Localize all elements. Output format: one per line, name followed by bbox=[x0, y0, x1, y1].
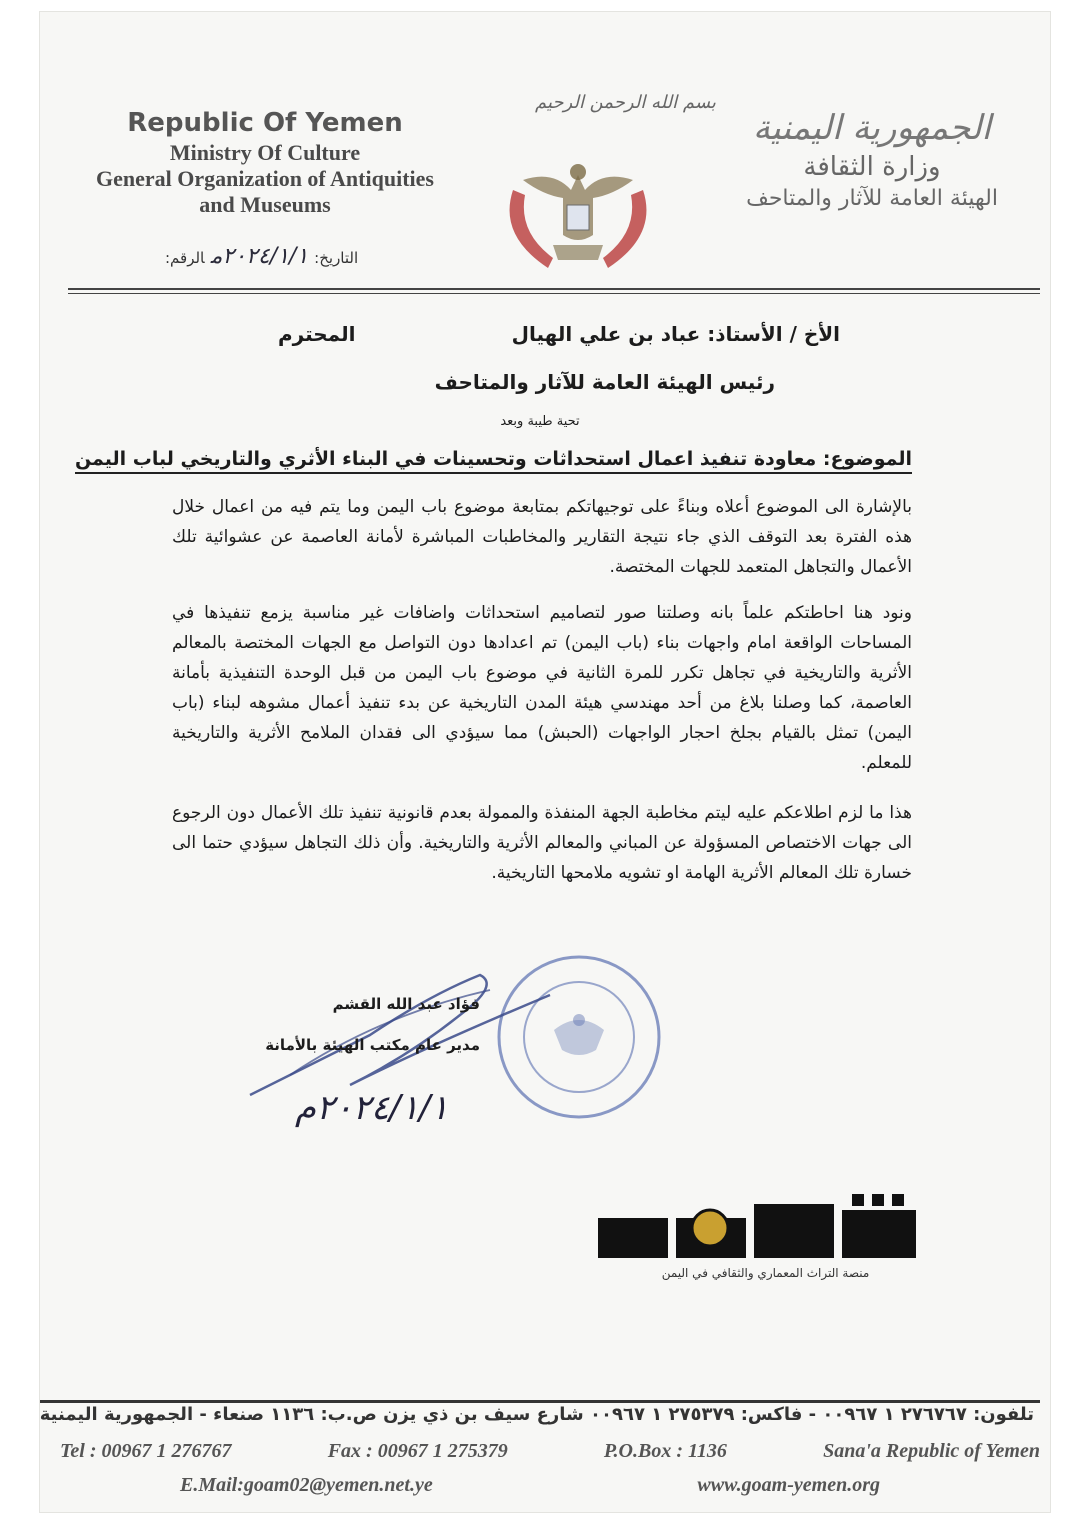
footer-fax: Fax : 00967 1 275379 bbox=[327, 1440, 508, 1462]
ministry-name-en: Ministry Of Culture bbox=[169, 140, 361, 165]
subject-line: الموضوع: معاودة تنفيذ اعمال استحداثات وتحسينات في البناء الأثري والتاريخي لباب اليمن bbox=[75, 448, 912, 474]
signature-date: ٢٠٢٤/١/١م bbox=[295, 1088, 449, 1128]
signatory-title: مدير عام مكتب الهيئة بالأمانة bbox=[265, 1036, 480, 1054]
handwritten-date: ٢٠٢٤/١/١م bbox=[210, 244, 309, 269]
footer-tel: Tel : 00967 1 276767 bbox=[60, 1440, 232, 1462]
ministry-name-ar: وزارة الثقافة bbox=[803, 152, 941, 182]
footer-english-line2 bbox=[180, 1474, 880, 1497]
letterhead-arabic bbox=[722, 108, 1022, 211]
honorific: المحترم bbox=[278, 322, 356, 346]
letterhead-english bbox=[60, 108, 470, 218]
yemen-eagle-emblem-icon bbox=[493, 150, 663, 280]
body-paragraph-2: ونود هنا احاطتكم علماً بانه وصلتنا صور لتصاميم استحداثات واضافات غير مناسبة يزمع تنفيذها في المساحات الواقعة امام واجهات بناء (باب اليمن) تم اعدادها دون التواصل مع الجهات المختصة بالمعالم الأثرية والتاريخية في تجاهل تكرر للمرة الثانية في موضوع باب اليمن من قبل الوحدة التنفيذية بأمانة العاصمة، كما وصلنا بلاغ من أحد مهندسي هيئة المدن التاريخية عن بدء تنفيذ أعمال مشوهه لبناء (باب اليمن) تمثل بالقيام بجلخ احجار الواجهات (الحبش) مما سيؤدي الى فقدان الملامح الأثرية والتاريخية للمعلم. bbox=[172, 603, 912, 773]
organization-name-en-cont: and Museums bbox=[199, 192, 331, 217]
number-label: الرقم: bbox=[165, 249, 205, 267]
footer-website: www.goam-yemen.org bbox=[697, 1474, 880, 1496]
date-number-field bbox=[165, 244, 358, 269]
body-paragraph-1: بالإشارة الى الموضوع أعلاه وبناءً على توجيهاتكم بمتابعة موضوع باب اليمن وما يتم فيه من اعمال خلال هذه الفترة بعد التوقف الذي جاء نتيجة التقارير والمخاطبات المباشرة لأمانة العاصمة عن عشوائية تلك الأعمال والتجاهل المتعمد للجهات المختصة. bbox=[172, 497, 912, 577]
greeting: تحية طيبة وبعد bbox=[500, 414, 580, 429]
header-divider-thin bbox=[68, 293, 1040, 294]
logo-tagline: منصة التراث المعماري والثقافي في اليمن bbox=[661, 1266, 870, 1280]
country-name-ar: الجمهورية اليمنية bbox=[752, 108, 992, 148]
footer-address: Sana'a Republic of Yemen bbox=[823, 1440, 1040, 1462]
footer-arabic: تلفون: ٢٧٦٧٦٧ ١ ٠٠٩٦٧ - فاكس: ٢٧٥٣٧٩ ١ ٠٠٩٦٧ شارع سيف بن ذي يزن ص.ب: ١١٣٦ صنعاء - الجمهورية اليمنية bbox=[39, 1404, 1034, 1425]
header-divider bbox=[68, 288, 1040, 290]
date-label: التاريخ: bbox=[314, 249, 359, 267]
addressee: الأخ / الأستاذ: عباد بن علي الهيال bbox=[511, 322, 840, 346]
organization-name-ar: الهيئة العامة للآثار والمتاحف bbox=[746, 186, 998, 211]
basmala-calligraphy: بسم الله الرحمن الرحيم bbox=[535, 92, 716, 113]
addressee-title: رئيس الهيئة العامة للآثار والمتاحف bbox=[434, 370, 775, 394]
organization-name-en: General Organization of Antiquities bbox=[96, 166, 434, 191]
footer-pobox: P.O.Box : 1136 bbox=[603, 1440, 727, 1462]
country-name-en: Republic Of Yemen bbox=[127, 108, 403, 138]
footer-email: E.Mail:goam02@yemen.net.ye bbox=[180, 1474, 433, 1496]
body-paragraph-3: هذا ما لزم اطلاعكم عليه ليتم مخاطبة الجهة المنفذة والممولة بعدم قانونية تنفيذ تلك الأعمال دون الرجوع الى جهات الاختصاص المسؤولة عن المباني والمعالم الأثرية والتاريخية. وأن ذلك التجاهل سيؤدي حتما الى خسارة تلك المعالم الأثرية الهامة او تشويه ملامحها التاريخية. bbox=[172, 803, 912, 883]
signatory-name: فؤاد عبد الله القشم bbox=[332, 995, 480, 1013]
footer-english-line1 bbox=[60, 1440, 1040, 1463]
footer-divider bbox=[40, 1400, 1040, 1403]
